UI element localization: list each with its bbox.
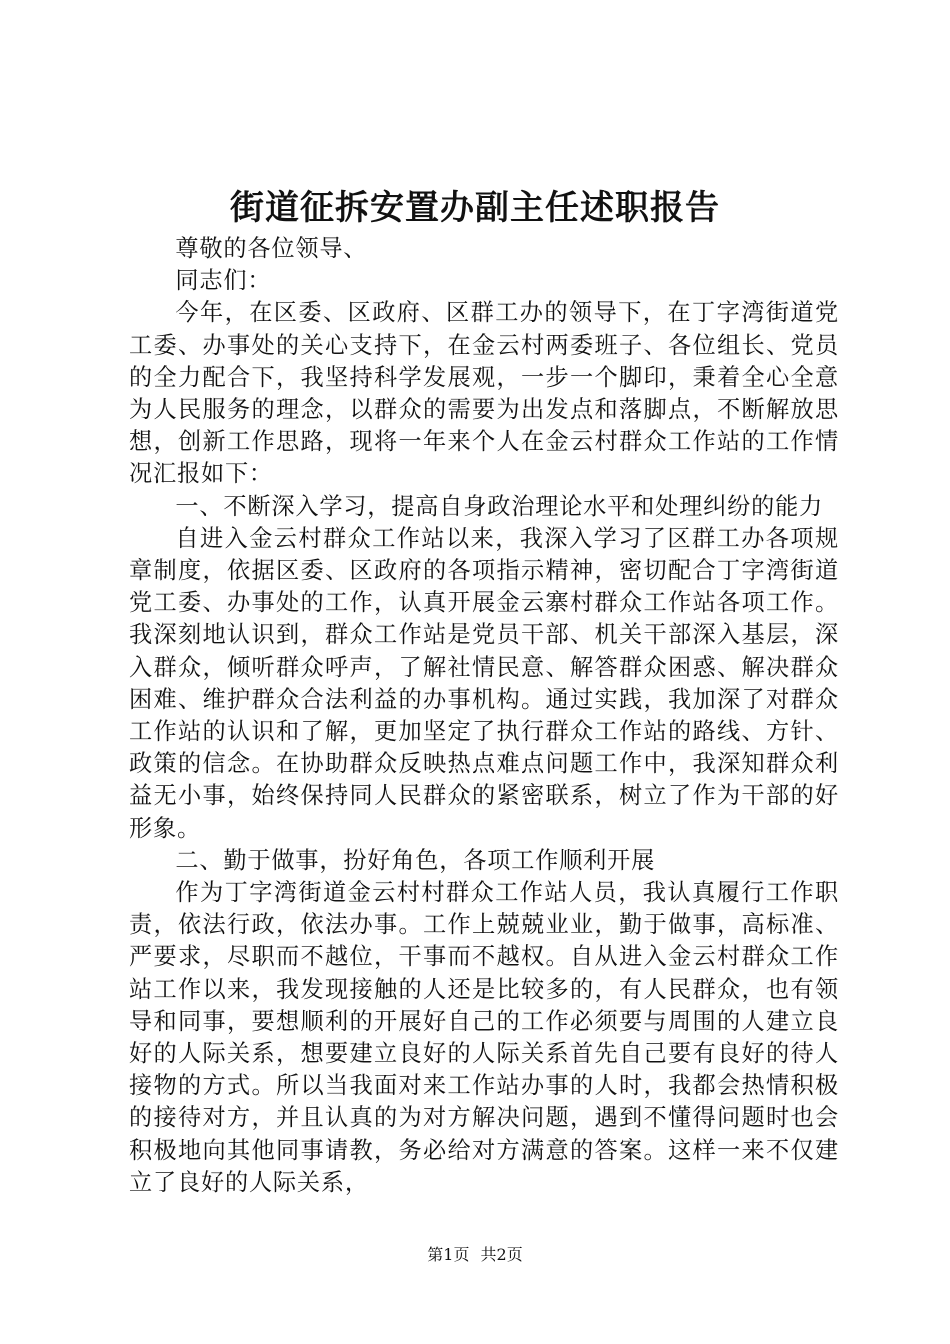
salutation-line-1: 尊敬的各位领导、 xyxy=(175,235,368,262)
page-footer xyxy=(0,1244,950,1266)
page-total: 共2页 xyxy=(480,1245,523,1264)
section-2-paragraph: 作为丁字湾街道金云村村群众工作站人员，我认真履行工作职责，依法行政，依法办事。工作上兢兢业业，勤于做事，高标准、严要求，尽职而不越位，干事而不越权。自从进入金云村群众工作站工作以来，我发现接触的人还是比较多的，有人民群众，也有领导和同事，要想顺利的开展好自己的工作必须要与周围的人建立良好的人际关系，想要建立良好的人际关系首先自己要有良好的待人接物的方式。所以当我面对来工作站办事的人时，我都会热情积极的接待对方，并且认真的为对方解决问题，遇到不懂得问题时也会积极地向其他同事请教，务必给对方满意的答案。这样一来不仅建立了良好的人际关系， xyxy=(129,879,839,1196)
document-body xyxy=(129,233,839,1199)
section-heading-2: 二、勤于做事，扮好角色，各项工作顺利开展 xyxy=(175,846,656,874)
document-title: 街道征拆安置办副主任述职报告 xyxy=(230,188,720,228)
section-1-paragraph: 自进入金云村群众工作站以来，我深入学习了区群工办各项规章制度，依据区委、区政府的各项指示精神，密切配合丁字湾街道党工委、办事处的工作，认真开展金云寨村群众工作站各项工作。我深刻地认识到，群众工作站是党员干部、机关干部深入基层，深入群众，倾听群众呼声，了解社情民意、解答群众困惑、解决群众困难、维护群众合法利益的办事机构。通过实践，我加深了对群众工作站的认识和了解，更加坚定了执行群众工作站的路线、方针、政策的信念。在协助群众反映热点难点问题工作中，我深知群众利益无小事，始终保持同人民群众的紧密联系，树立了作为干部的好形象。 xyxy=(129,524,839,842)
intro-paragraph: 今年，在区委、区政府、区群工办的领导下，在丁字湾街道党工委、办事处的关心支持下，在金云村两委班子、各位组长、党员的全力配合下，我坚持科学发展观，一步一个脚印，秉着全心全意为人民服务的理念，以群众的需要为出发点和落脚点，不断解放思想，创新工作思路，现将一年来个人在金云村群众工作站的工作情况汇报如下： xyxy=(129,299,839,488)
salutation-line-2: 同志们： xyxy=(175,267,272,295)
page-number: 第1页 xyxy=(427,1245,470,1264)
section-heading-1: 一、不断深入学习，提高自身政治理论水平和处理纠纷的能力 xyxy=(175,492,824,520)
